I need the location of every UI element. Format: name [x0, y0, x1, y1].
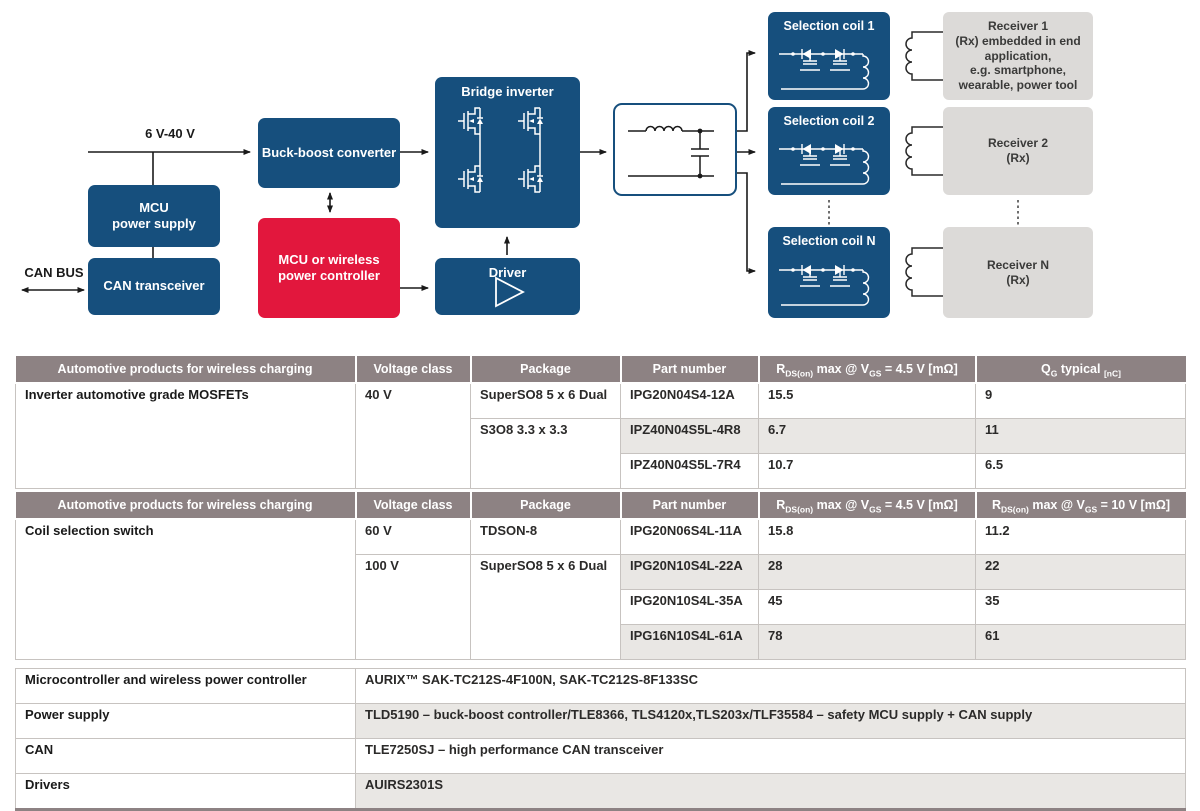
bridge-inverter-label: Bridge inverter	[461, 84, 554, 99]
table-row	[16, 519, 1186, 555]
col-rdson: $R_{DS(on)}$ max @ $V_{GS} = 4.5$ V [mΩ]	[759, 356, 976, 383]
mcu-ps-line2: power supply	[112, 216, 196, 231]
rdson45-cell: 15.8	[759, 519, 976, 555]
col-rdson-45: $R_{DS(on)}$ max @ $V_{GS} = 4.5$ V [mΩ]	[759, 492, 976, 519]
selection-coil-2-block	[768, 107, 890, 195]
rdson45-cell: 78	[759, 625, 976, 660]
component-value-cell: TLE7250SJ – high performance CAN transceiver	[356, 739, 1186, 774]
qg-cell: 6.5	[976, 454, 1186, 489]
mcu-ps-line1: MCU	[139, 199, 169, 215]
voltage-cell: 60 V	[356, 519, 471, 555]
rdson-cell: 10.7	[759, 454, 976, 489]
receiver2-line1: Receiver 2	[987, 136, 1049, 151]
selection-coil-1-label: Selection coil 1	[783, 19, 875, 33]
qg-cell: 9	[976, 383, 1186, 419]
part-number-cell: IPZ40N04S5L-7R4	[621, 454, 759, 489]
part-number-cell: IPG16N10S4L-61A	[621, 625, 759, 660]
table2-header-row	[16, 492, 1186, 519]
rdson-cell: 15.5	[759, 383, 976, 419]
component-value-cell: AUIRS2301S	[356, 774, 1186, 810]
buck-boost-converter-block	[258, 118, 400, 188]
part-number-cell: IPG20N06S4L-11A	[621, 519, 759, 555]
rdson10-cell: 35	[976, 590, 1186, 625]
receiver1-line3: application,	[984, 48, 1052, 63]
category-cell: Coil selection switch	[16, 519, 356, 660]
part-number-cell: IPG20N04S4-12A	[621, 383, 759, 419]
package-cell: SuperSO8 5 x 6 Dual	[471, 383, 621, 419]
system-block-diagram	[0, 0, 1200, 352]
driver-block	[435, 258, 580, 315]
component-label-cell: Power supply	[16, 704, 356, 739]
receiver-2-block	[943, 107, 1093, 195]
receiver1-line2: (Rx) embedded in end	[955, 34, 1081, 49]
can-bus-label: CAN BUS	[24, 265, 84, 280]
package-cell: TDSON-8	[471, 519, 621, 555]
component-value-cell: AURIX™ SAK-TC212S-4F100N, SAK-TC212S-8F133SC	[356, 669, 1186, 704]
receiver1-line4: e.g. smartphone,	[969, 63, 1067, 78]
rdson10-cell: 11.2	[976, 519, 1186, 555]
table-row	[16, 669, 1186, 704]
col-product: Automotive products for wireless charging	[16, 356, 356, 383]
col-product: Automotive products for wireless charging	[16, 492, 356, 519]
col-qg: $Q_G$ typical $_{[nC]}$	[976, 356, 1186, 383]
part-number-cell: IPZ40N04S5L-4R8	[621, 419, 759, 454]
receiver-1-block	[943, 12, 1093, 100]
voltage-cell: 40 V	[356, 383, 471, 489]
package-cell: SuperSO8 5 x 6 Dual	[471, 555, 621, 660]
rdson10-cell: 61	[976, 625, 1186, 660]
mcu-power-supply-block	[88, 185, 220, 247]
supply-voltage-label: 6 V-40 V	[145, 126, 195, 141]
rdson-cell: 6.7	[759, 419, 976, 454]
controller-line1: MCU or wireless	[278, 251, 380, 267]
lc-filter-block	[613, 103, 737, 196]
inverter-mosfet-table	[15, 356, 1186, 489]
buck-boost-label: Buck-boost converter	[261, 144, 397, 160]
table-row	[16, 704, 1186, 739]
selection-coil-n-label: Selection coil N	[782, 234, 876, 248]
part-number-cell: IPG20N10S4L-35A	[621, 590, 759, 625]
table1-header-row	[16, 356, 1186, 383]
part-number-cell: IPG20N10S4L-22A	[621, 555, 759, 590]
receiver1-line5: wearable, power tool	[958, 77, 1078, 92]
col-part-number: Part number	[621, 356, 759, 383]
table-row	[16, 774, 1186, 810]
receivern-line2: (Rx)	[1006, 272, 1030, 287]
col-package: Package	[471, 492, 621, 519]
component-value-cell: TLD5190 – buck-boost controller/TLE8366, TLS4120x,TLS203x/TLF35584 – safety MCU supply + CAN supply	[356, 704, 1186, 739]
table-row	[16, 383, 1186, 419]
component-label-cell: CAN	[16, 739, 356, 774]
receiver1-line1: Receiver 1	[987, 19, 1049, 34]
selection-coil-n-block	[768, 227, 890, 318]
component-label-cell: Drivers	[16, 774, 356, 810]
category-cell: Inverter automotive grade MOSFETs	[16, 383, 356, 489]
package-cell: S3O8 3.3 x 3.3	[471, 419, 621, 489]
rdson45-cell: 28	[759, 555, 976, 590]
controller-line2: power controller	[278, 268, 380, 283]
rdson45-cell: 45	[759, 590, 976, 625]
coil-selection-switch-table	[15, 492, 1186, 660]
product-tables	[0, 352, 1200, 811]
receivern-line1: Receiver N	[986, 257, 1050, 272]
receiver2-line2: (Rx)	[1006, 151, 1030, 165]
rdson10-cell: 22	[976, 555, 1186, 590]
selection-coil-2-label: Selection coil 2	[783, 114, 875, 128]
col-part-number: Part number	[621, 492, 759, 519]
col-voltage-class: Voltage class	[356, 356, 471, 383]
table-row	[16, 739, 1186, 774]
coupling-coil-icons	[906, 32, 943, 296]
bridge-inverter-block	[435, 77, 580, 228]
supporting-components-table	[15, 668, 1186, 811]
voltage-cell: 100 V	[356, 555, 471, 660]
can-transceiver-block	[88, 258, 220, 315]
component-label-cell: Microcontroller and wireless power controller	[16, 669, 356, 704]
ellipsis-dashes	[829, 200, 1018, 225]
col-package: Package	[471, 356, 621, 383]
can-transceiver-label: CAN transceiver	[103, 278, 205, 294]
col-voltage-class: Voltage class	[356, 492, 471, 519]
receiver-n-block	[943, 227, 1093, 318]
driver-label: Driver	[488, 265, 527, 280]
mcu-controller-block	[258, 218, 400, 318]
qg-cell: 11	[976, 419, 1186, 454]
col-rdson-10: $R_{DS(on)}$ max @ $V_{GS} = 10$ V [mΩ]	[976, 492, 1186, 519]
selection-coil-1-block	[768, 12, 890, 100]
